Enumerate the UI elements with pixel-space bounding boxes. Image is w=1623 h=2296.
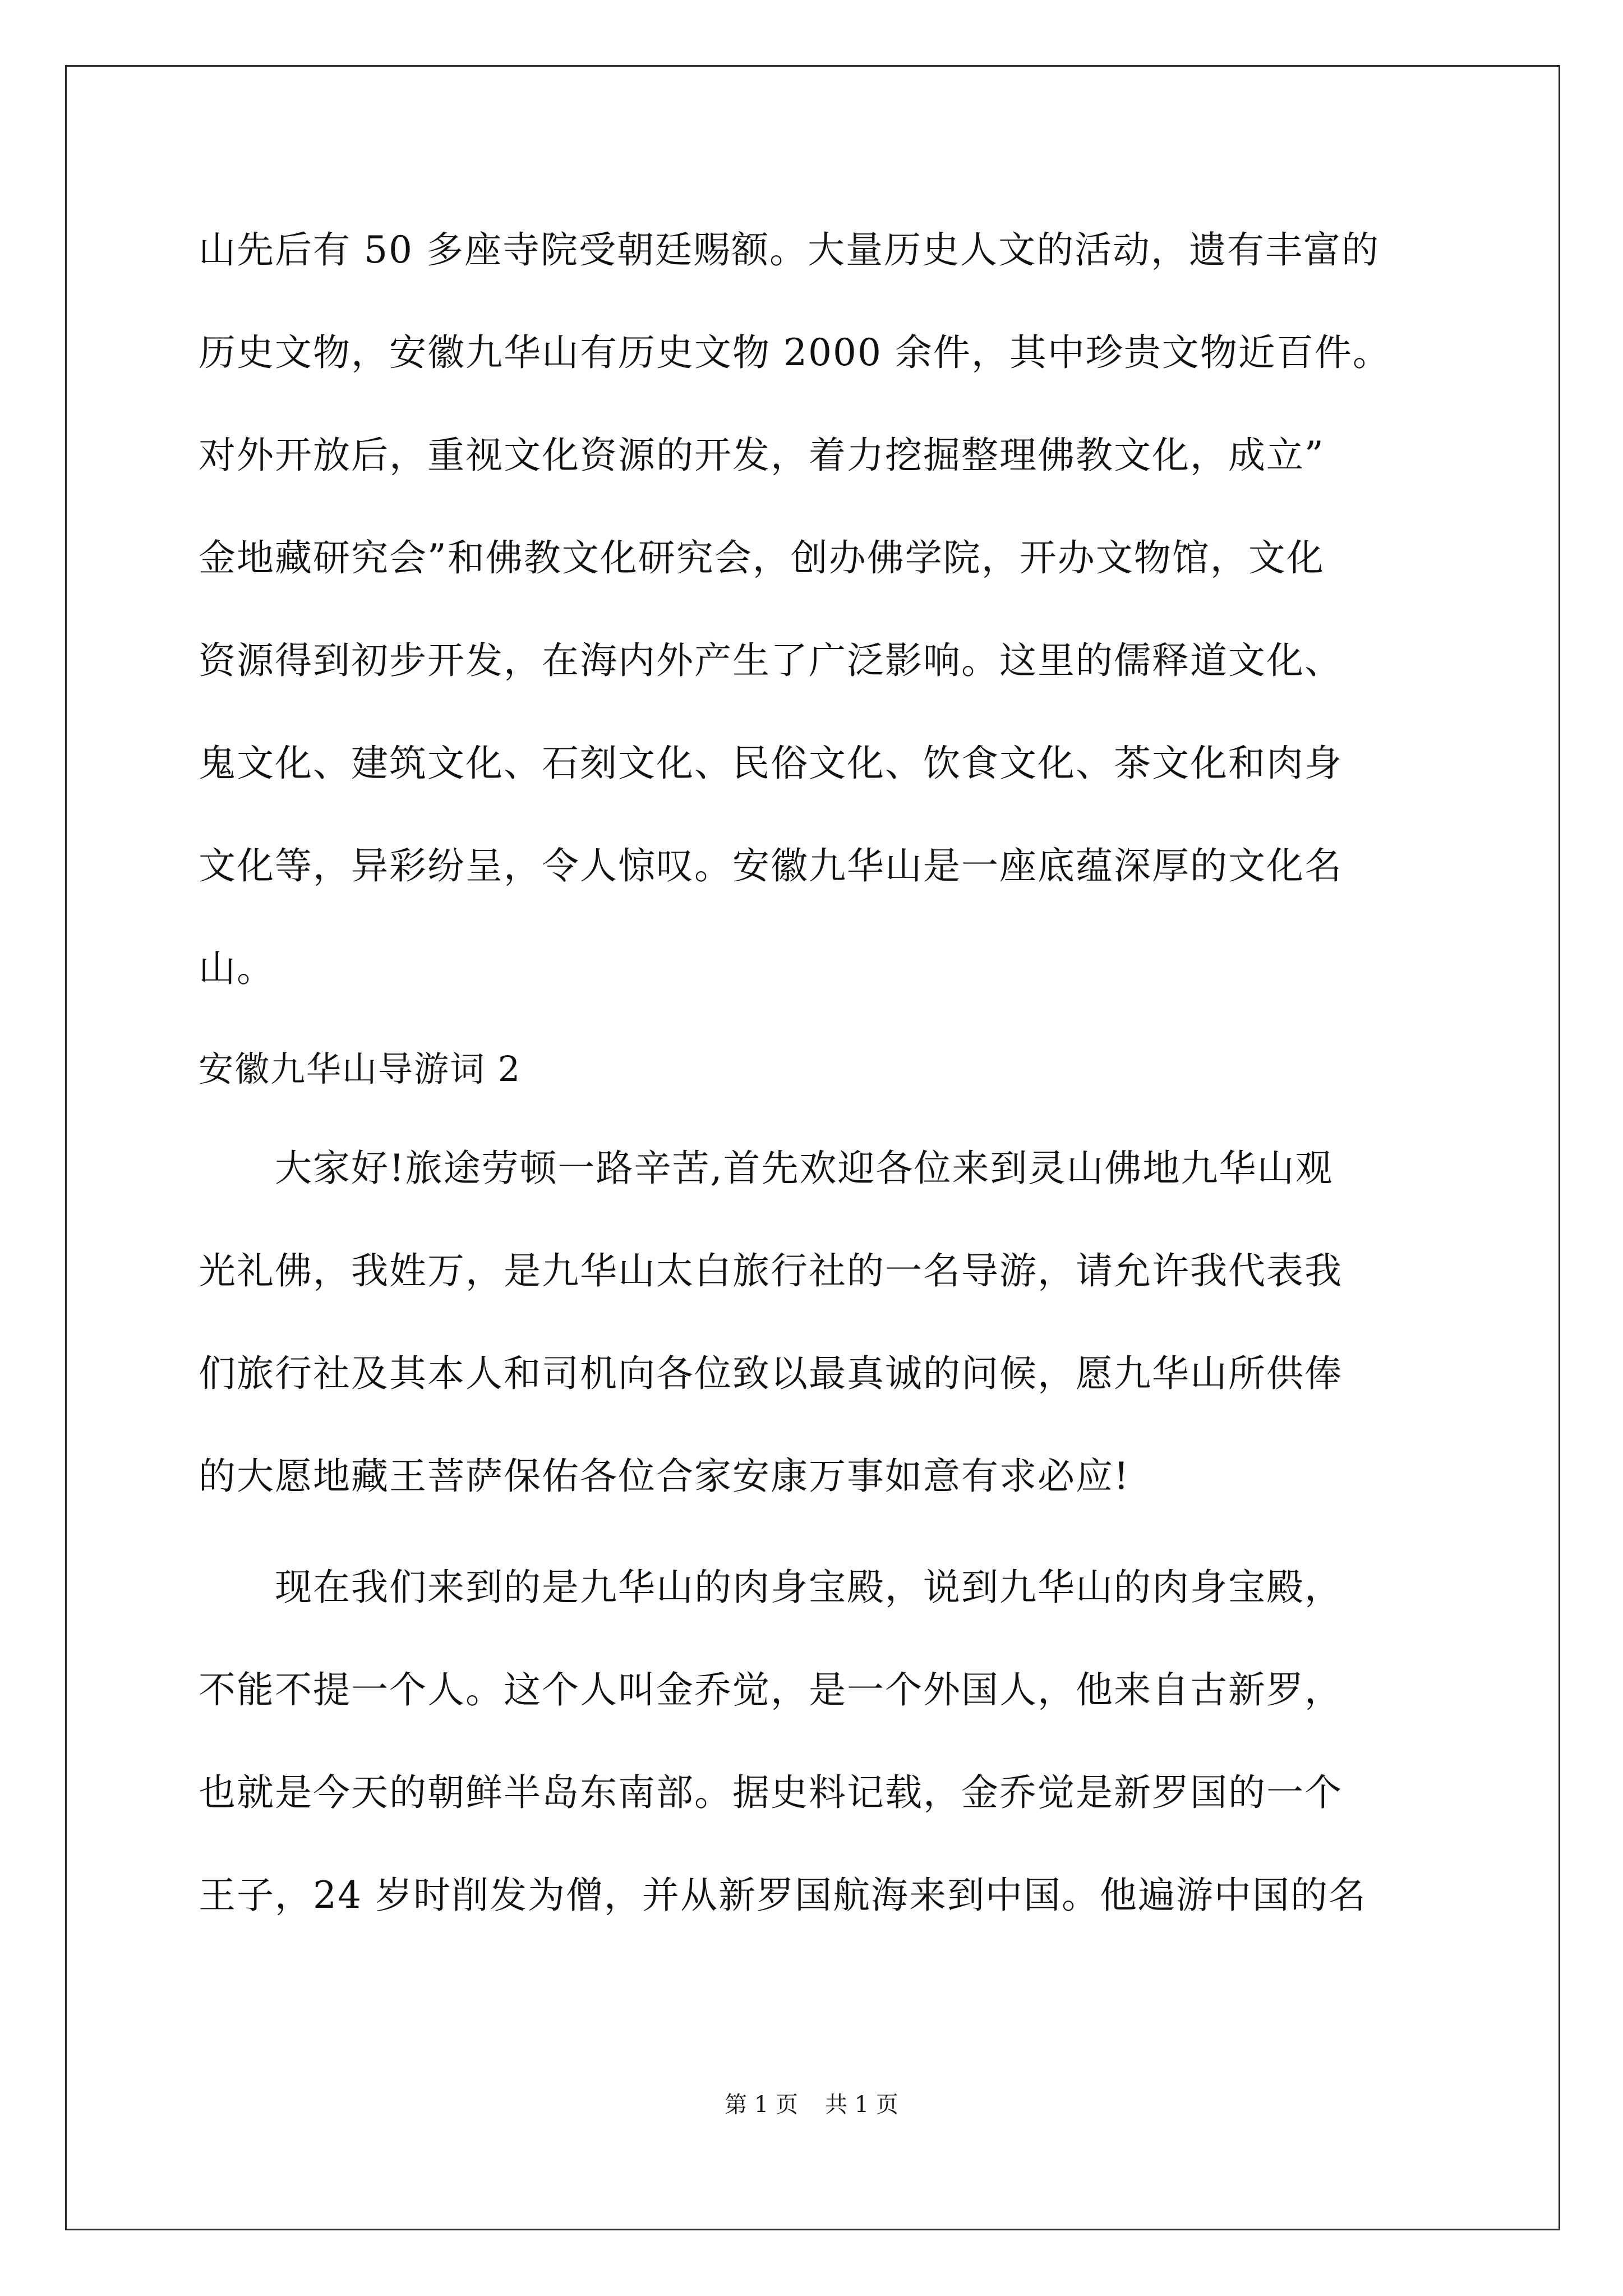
text-line: 金地藏研究会”和佛教文化研究会，创办佛学院，开办文物馆，文化 (199, 536, 1325, 579)
text-line: 山先后有 50 多座寺院受朝廷赐额。大量历史人文的活动，遗有丰富的 (199, 228, 1380, 272)
text-line: 不能不提一个人。这个人叫金乔觉，是一个外国人，他来自古新罗， (199, 1668, 1343, 1711)
text-line: 山。 (199, 947, 275, 990)
text-line: 鬼文化、建筑文化、石刻文化、民俗文化、饮食文化、茶文化和肉身 (199, 742, 1343, 785)
text-line: 王子，24 岁时削发为僧，并从新罗国航海来到中国。他遍游中国的名 (199, 1874, 1367, 1917)
text-line: 光礼佛，我姓万，是九华山太白旅行社的一名导游，请允许我代表我 (199, 1249, 1343, 1292)
page-footer (0, 2091, 1623, 2118)
section-heading: 安徽九华山导游词 2 (199, 1048, 522, 1089)
text-line: 文化等，异彩纷呈，令人惊叹。安徽九华山是一座底蕴深厚的文化名 (199, 844, 1343, 887)
text-line: 资源得到初步开发，在海内外产生了广泛影响。这里的儒释道文化、 (199, 639, 1343, 682)
text-line: 对外开放后，重视文化资源的开发，着力挖掘整理佛教文化，成立” (199, 434, 1325, 477)
text-line: 历史文物，安徽九华山有历史文物 2000 余件，其中珍贵文物近百件。 (199, 331, 1391, 374)
text-line: 的大愿地藏王菩萨保佑各位合家安康万事如意有求必应! (199, 1455, 1130, 1498)
page-number: 第 1 页 (725, 2092, 798, 2118)
text-line: 们旅行社及其本人和司机向各位致以最真诚的问候，愿九华山所供俸 (199, 1352, 1343, 1395)
text-line: 也就是今天的朝鲜半岛东南部。据史料记载，金乔觉是新罗国的一个 (199, 1771, 1343, 1814)
text-line: 大家好!旅途劳顿一路辛苦,首先欢迎各位来到灵山佛地九华山观 (275, 1147, 1334, 1190)
page-total: 共 1 页 (825, 2092, 898, 2118)
text-line: 现在我们来到的是九华山的肉身宝殿，说到九华山的肉身宝殿， (275, 1566, 1343, 1609)
